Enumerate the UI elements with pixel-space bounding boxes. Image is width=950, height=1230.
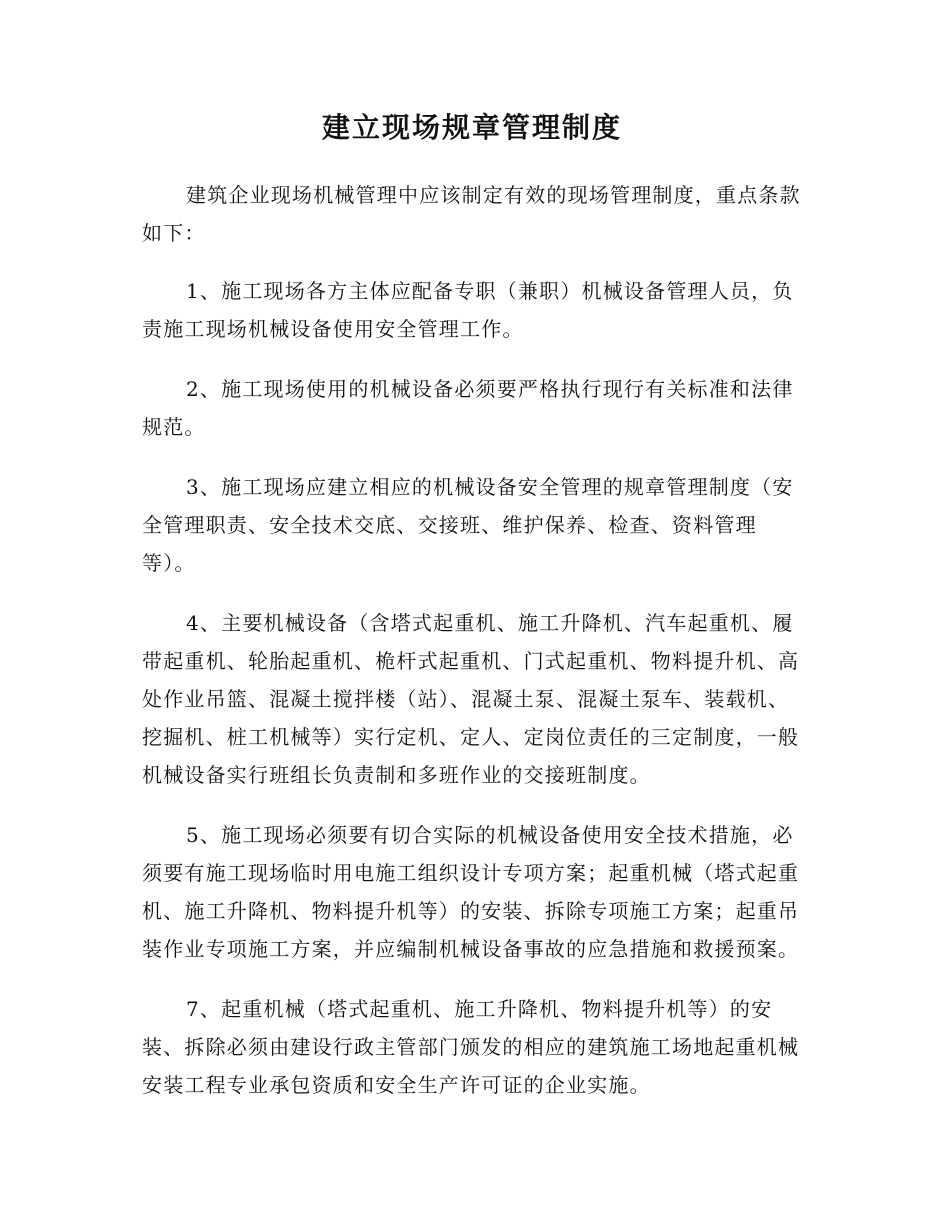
clause-1-paragraph: 1、施工现场各方主体应配备专职（兼职）机械设备管理人员，负责施工现场机械设备使用安全管理工作。	[142, 279, 794, 341]
clause-2-paragraph: 2、施工现场使用的机械设备必须要严格执行现行有关标准和法律规范。	[142, 377, 794, 439]
clause-5-paragraph: 5、施工现场必须要有切合实际的机械设备使用安全技术措施，必须要有施工现场临时用电施工组织设计专项方案；起重机械（塔式起重机、施工升降机、物料提升机等）的安装、拆除专项施工方案；起重吊装作业专项施工方案，并应编制机械设备事故的应急措施和救援预案。	[142, 823, 800, 961]
clause-4-paragraph: 4、主要机械设备（含塔式起重机、施工升降机、汽车起重机、履带起重机、轮胎起重机、桅杆式起重机、门式起重机、物料提升机、高处作业吊篮、混凝土搅拌楼（站）、混凝土泵、混凝土泵车、装载机、挖掘机、桩工机械等）实行定机、定人、定岗位责任的三定制度，一般机械设备实行班组长负责制和多班作业的交接班制度。	[142, 611, 800, 787]
clause-3-paragraph: 3、施工现场应建立相应的机械设备安全管理的规章管理制度（安全管理职责、安全技术交底、交接班、维护保养、检查、资料管理等）。	[142, 475, 794, 575]
intro-paragraph: 建筑企业现场机械管理中应该制定有效的现场管理制度，重点条款如下：	[142, 183, 801, 245]
document-title: 建立现场规章管理制度	[321, 111, 622, 144]
clause-7-paragraph: 7、起重机械（塔式起重机、施工升降机、物料提升机等）的安装、拆除必须由建设行政主管部门颁发的相应的建筑施工场地起重机械安装工程专业承包资质和安全生产许可证的企业实施。	[142, 997, 800, 1097]
